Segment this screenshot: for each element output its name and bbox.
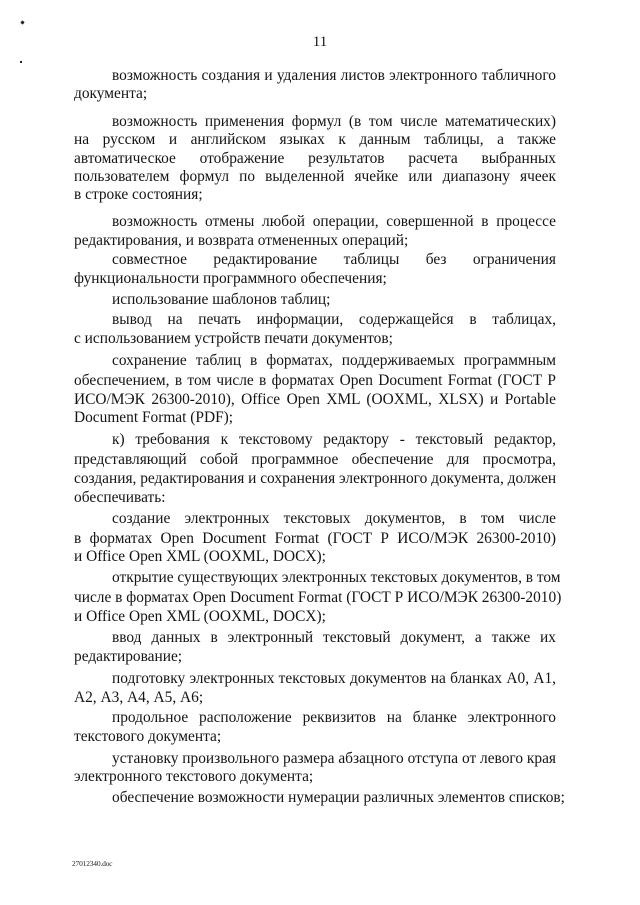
paragraph-line: ИСО/МЭК 26300-2010), Office Open XML (OOXML, XLSX) и Portable (74, 391, 556, 408)
paragraph-line: представляющий собой программное обеспечение для просмотра, (74, 451, 556, 468)
paragraph-line: обеспечение возможности нумерации различных элементов списков; (112, 789, 565, 806)
paragraph-line: редактирование; (74, 648, 183, 665)
paragraph-line: на русском и английском языках к данным таблицы, а также (74, 131, 556, 148)
paragraph-line: открытие существующих электронных текстовых документов, в том (112, 569, 561, 586)
paragraph-line: и Office Open XML (OOXML, DOCX); (74, 548, 326, 565)
paragraph-line: возможность создания и удаления листов электронного табличного (112, 67, 556, 84)
paragraph-line: возможность отмены любой операции, совершенной в процессе (112, 213, 556, 230)
paragraph-line: создание электронных текстовых документов, в том числе (112, 510, 556, 527)
paragraph-line: продольное расположение реквизитов на бланке электронного (112, 709, 556, 726)
paragraph-line: электронного текстового документа; (74, 768, 314, 785)
paragraph-line: Document Format (PDF); (74, 409, 234, 426)
paragraph-line: с использованием устройств печати документов; (74, 330, 393, 347)
paragraph-line: обеспечивать: (74, 489, 166, 506)
paragraph-line: использование шаблонов таблиц; (112, 291, 331, 308)
paragraph-line: возможность применения формул (в том числе математических) (112, 113, 556, 130)
paragraph-line: пользователем формул по выделенной ячейке или диапазону ячеек (74, 168, 556, 185)
paragraph-line: в строке состояния; (74, 186, 203, 203)
paragraph-line: А2, А3, А4, А5, А6; (74, 689, 204, 706)
paragraph-line: редактирования, и возврата отмененных операций; (74, 232, 409, 249)
paragraph-line: ввод данных в электронный текстовый документ, а также их (112, 629, 556, 646)
paragraph-line: сохранение таблиц в форматах, поддерживаемых программным (112, 352, 556, 369)
paragraph-line: установку произвольного размера абзацного отступа от левого края (112, 750, 556, 767)
paragraph-line: вывод на печать информации, содержащейся в таблицах, (112, 311, 556, 328)
paragraph-line: к) требования к текстовому редактору - текстовый редактор, (112, 431, 556, 448)
footer-filename: 27012340.doc (72, 859, 113, 868)
paragraph-line: совместное редактирование таблицы без ограничения (112, 251, 556, 268)
paragraph-line: числе в форматах Open Document Format (ГОСТ Р ИСО/МЭК 26300-2010) (74, 589, 562, 606)
paragraph-line: автоматическое отображение результатов расчета выбранных (74, 150, 556, 167)
paragraph-line: и Office Open XML (OOXML, DOCX); (74, 608, 326, 625)
paragraph-line: документа; (74, 85, 148, 102)
paragraph-line: подготовку электронных текстовых документов на бланках А0, А1, (112, 670, 556, 687)
paragraph-line: текстового документа; (74, 728, 222, 745)
page-number: 11 (312, 34, 328, 50)
paragraph-line: в форматах Open Document Format (ГОСТ Р ИСО/МЭК 26300-2010) (74, 530, 556, 547)
paragraph-line: создания, редактирования и сохранения электронного документа, должен (74, 470, 557, 487)
paragraph-line: функциональности программного обеспечения; (74, 270, 387, 287)
paragraph-line: обеспечением, в том числе в форматах Open Document Format (ГОСТ Р (74, 372, 556, 389)
